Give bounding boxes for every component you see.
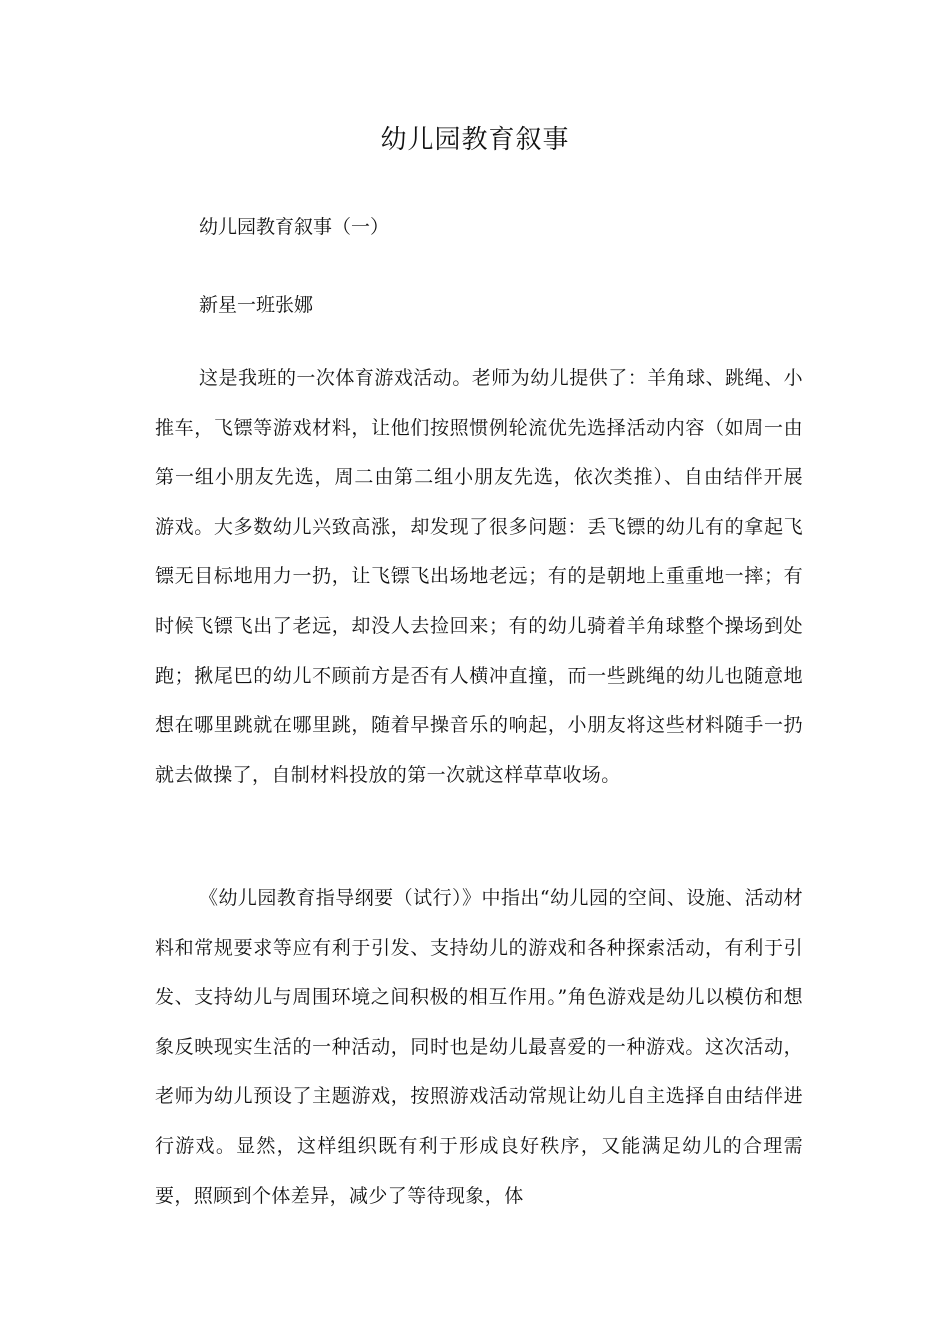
document-author: 新星一班张娜 — [199, 294, 314, 316]
body-paragraph-2: 《幼儿园教育指导纲要（试行）》中指出“幼儿园的空间、设施、活动材料和常规要求等应有利于引发、支持幼儿的游戏和各种探索活动，有利于引发、支持幼儿与周围环境之间积极的相互作用。”角色游戏是幼儿以模仿和想象反映现实生活的一种活动，同时也是幼儿最喜爱的一种游戏。这次活动，老师为幼儿预设了主题游戏，按照游戏活动常规让幼儿自主选择自由结伴进行游戏。显然，这样组织既有利于形成良好秩序，又能满足幼儿的合理需要，照顾到个体差异，减少了等待现象，体 — [155, 887, 803, 1207]
document-title: 幼儿园教育叙事 — [380, 125, 570, 155]
body-paragraph-1: 这是我班的一次体育游戏活动。老师为幼儿提供了：羊角球、跳绳、小推车，飞镖等游戏材料，让他们按照惯例轮流优先选择活动内容（如周一由第一组小朋友先选，周二由第二组小朋友先选，依次类推）、自由结伴开展游戏。大多数幼儿兴致高涨，却发现了很多问题：丢飞镖的幼儿有的拿起飞镖无目标地用力一扔，让飞镖飞出场地老远；有的是朝地上重重地一摔；有时候飞镖飞出了老远，却没人去捡回来；有的幼儿骑着羊角球整个操场到处跑；揪尾巴的幼儿不顾前方是否有人横冲直撞，而一些跳绳的幼儿也随意地想在哪里跳就在哪里跳，随着早操音乐的响起，小朋友将这些材料随手一扔就去做操了，自制材料投放的第一次就这样草草收场。 — [155, 367, 803, 786]
document-subtitle: 幼儿园教育叙事（一） — [199, 216, 390, 238]
